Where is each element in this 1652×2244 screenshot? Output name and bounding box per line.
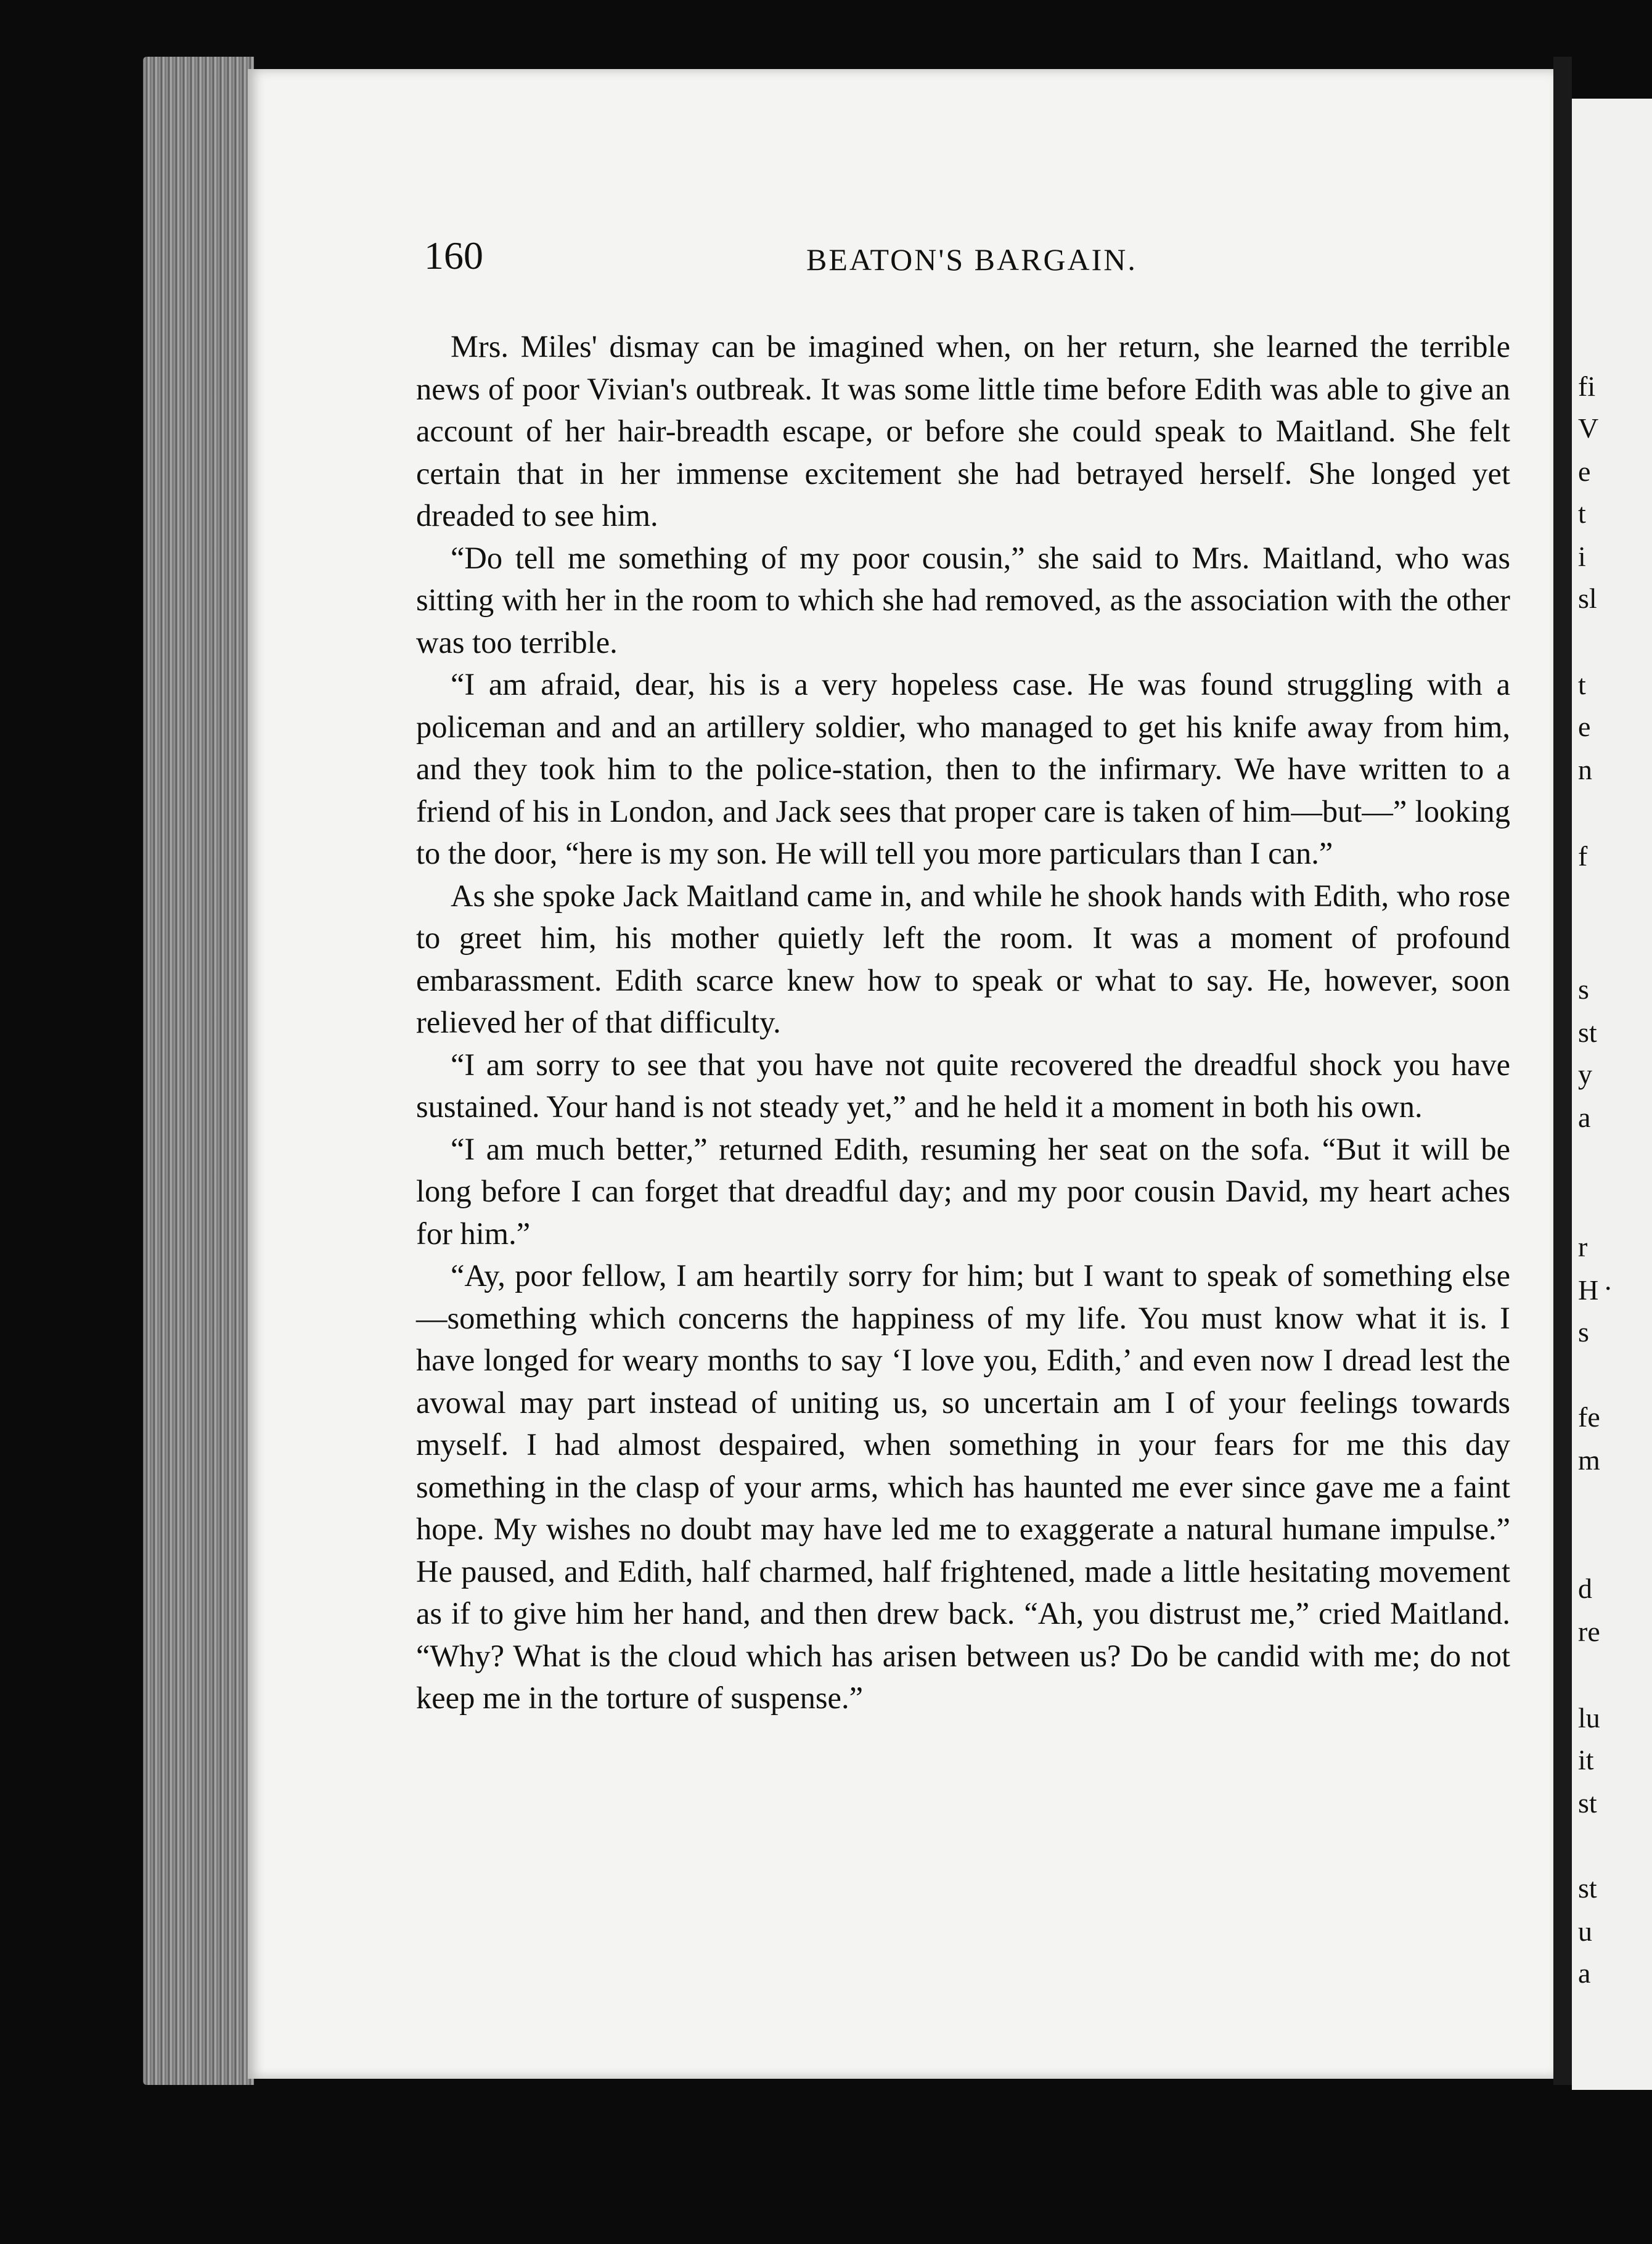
paragraph: “Ay, poor fellow, I am heartily sorry for him; but I want to speak of something else—something which concerns the happiness of my life. You must know what it is. I have longed for weary months to say ‘I love you, Edith,’ and even now I dread lest the avowal may part instead of uniting us, so uncertain am I of your feelings towards myself. I had almost despaired, when something in your fears for me this day something in the clasp of your arms, which has haunted me ever since gave me a faint hope. My wishes no doubt may have led me to exaggerate a natural humane impulse.” He paused, and Edith, half charmed, half frightened, made a little hesitating movement as if to give him her hand, and then drew back. “Ah, you distrust me,” cried Maitland. “Why? What is the cloud which has arisen between us? Do be candid with me; do not keep me in the torture of suspense.” (416, 1258, 1510, 1715)
facing-page-fragment: e (1578, 711, 1591, 742)
facing-page-mark: . (1605, 1264, 1612, 1296)
facing-page-fragment: V (1578, 412, 1599, 444)
facing-page-fragment: f (1578, 840, 1588, 872)
paragraph: “Do tell me something of my poor cousin,” she said to Mrs. Maitland, who was sitting with her in the room to which she had removed, as the association with the other was too terrible. (416, 540, 1510, 660)
book-gutter (1553, 57, 1572, 2085)
facing-page-fragment: d (1578, 1573, 1592, 1604)
paragraph: As she spoke Jack Maitland came in, and while he shook hands with Edith, who rose to greet him, his mother quietly left the room. It was a moment of profound embarassment. Edith scarce knew how to speak or what to say. He, however, soon relieved her of that difficulty. (416, 878, 1510, 1039)
facing-page-fragment: u (1578, 1915, 1592, 1947)
facing-page-fragment: a (1578, 1102, 1591, 1133)
facing-page-fragment: fi (1578, 371, 1596, 402)
paragraph: “I am sorry to see that you have not quite recovered the dreadful shock you have sustained. Your hand is not steady yet,” and he held it a moment in both his own. (416, 1047, 1510, 1124)
facing-page-fragment: m (1578, 1444, 1600, 1476)
facing-page (1572, 99, 1652, 2090)
book-page-edges (143, 57, 254, 2085)
facing-page-fragment: lu (1578, 1702, 1600, 1734)
facing-page-fragment: y (1578, 1059, 1592, 1090)
paragraph: “I am afraid, dear, his is a very hopeless case. He was found struggling with a policeman and and an artillery soldier, who managed to get his knife away from him, and they took him to the police-station, then to the infirmary. We have written to a friend of his in London, and Jack sees that proper care is taken of him—but—” looking to the door, “here is my son. He will tell you more particulars than I can.” (416, 667, 1510, 870)
page-number: 160 (424, 234, 483, 277)
facing-page-fragment: fe (1578, 1401, 1600, 1433)
facing-page-fragment: st (1578, 1017, 1597, 1048)
facing-page-fragment: re (1578, 1616, 1600, 1647)
body-text (416, 326, 1510, 1719)
facing-page-fragment: t (1578, 669, 1586, 700)
facing-page-fragment: H (1578, 1274, 1599, 1306)
facing-page-fragment: st (1578, 1787, 1597, 1819)
running-title: BEATON'S BARGAIN. (806, 242, 1137, 277)
facing-page-fragment: it (1578, 1744, 1594, 1775)
running-head (424, 233, 1509, 276)
facing-page-fragment: n (1578, 754, 1592, 785)
facing-page-fragment: sl (1578, 583, 1597, 614)
facing-page-fragment: a (1578, 1957, 1591, 1989)
paragraph: Mrs. Miles' dismay can be imagined when, on her return, she learned the terrible news of poor Vivian's outbreak. It was some little time before Edith was able to give an account of her hair-breadth escape, or before she could speak to Maitland. She felt certain that in her immense excitement she had betrayed herself. She longed yet dreaded to see him. (416, 329, 1510, 533)
paragraph: “I am much better,” returned Edith, resuming her seat on the sofa. “But it will be long before I can forget that dreadful day; and my poor cousin David, my heart aches for him.” (416, 1131, 1510, 1251)
facing-page-fragment: s (1578, 973, 1589, 1005)
facing-page-fragment: i (1578, 541, 1586, 572)
facing-page-fragment: s (1578, 1316, 1589, 1348)
facing-page-fragment: e (1578, 456, 1591, 487)
facing-page-fragment: r (1578, 1231, 1588, 1263)
facing-page-fragment: st (1578, 1872, 1597, 1904)
facing-page-fragment: t (1578, 498, 1586, 529)
